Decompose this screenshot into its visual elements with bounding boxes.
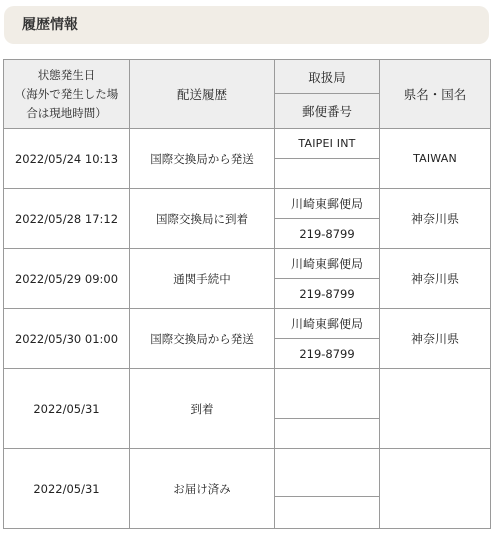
row-status: 国際交換局に到着 — [130, 189, 275, 249]
row-region: 神奈川県 — [380, 249, 491, 309]
table-row — [4, 129, 491, 159]
tracking-history-table — [3, 59, 491, 529]
row-date: 2022/05/31 — [4, 449, 130, 529]
row-region — [380, 369, 491, 449]
row-date: 2022/05/29 09:00 — [4, 249, 130, 309]
row-postal: 219-8799 — [275, 279, 380, 309]
row-office — [275, 369, 380, 419]
row-postal — [275, 497, 380, 529]
table-row — [4, 189, 491, 219]
row-office: 川崎東郵便局 — [275, 249, 380, 279]
header-date: 状態発生日 （海外で発生した場 合は現地時間） — [4, 60, 130, 129]
table-row — [4, 249, 491, 279]
row-status: 国際交換局から発送 — [130, 129, 275, 189]
row-date: 2022/05/24 10:13 — [4, 129, 130, 189]
row-postal — [275, 419, 380, 449]
row-date: 2022/05/30 01:00 — [4, 309, 130, 369]
row-status: 国際交換局から発送 — [130, 309, 275, 369]
row-postal: 219-8799 — [275, 219, 380, 249]
section-title-history: 履歴情報 — [4, 6, 489, 44]
table-row — [4, 309, 491, 339]
header-region: 県名・国名 — [380, 60, 491, 129]
row-office: 川崎東郵便局 — [275, 189, 380, 219]
row-date: 2022/05/31 — [4, 369, 130, 449]
row-status: 到着 — [130, 369, 275, 449]
header-office: 取扱局 — [275, 60, 380, 94]
row-region — [380, 449, 491, 529]
row-region: TAIWAN — [380, 129, 491, 189]
row-office — [275, 449, 380, 497]
table-row — [4, 369, 491, 419]
row-region: 神奈川県 — [380, 309, 491, 369]
row-office: 川崎東郵便局 — [275, 309, 380, 339]
header-postal: 郵便番号 — [275, 94, 380, 129]
row-office: TAIPEI INT — [275, 129, 380, 159]
row-status: 通関手続中 — [130, 249, 275, 309]
row-region: 神奈川県 — [380, 189, 491, 249]
row-date: 2022/05/28 17:12 — [4, 189, 130, 249]
header-history: 配送履歴 — [130, 60, 275, 129]
row-status: お届け済み — [130, 449, 275, 529]
row-postal — [275, 159, 380, 189]
row-postal: 219-8799 — [275, 339, 380, 369]
table-row — [4, 449, 491, 497]
